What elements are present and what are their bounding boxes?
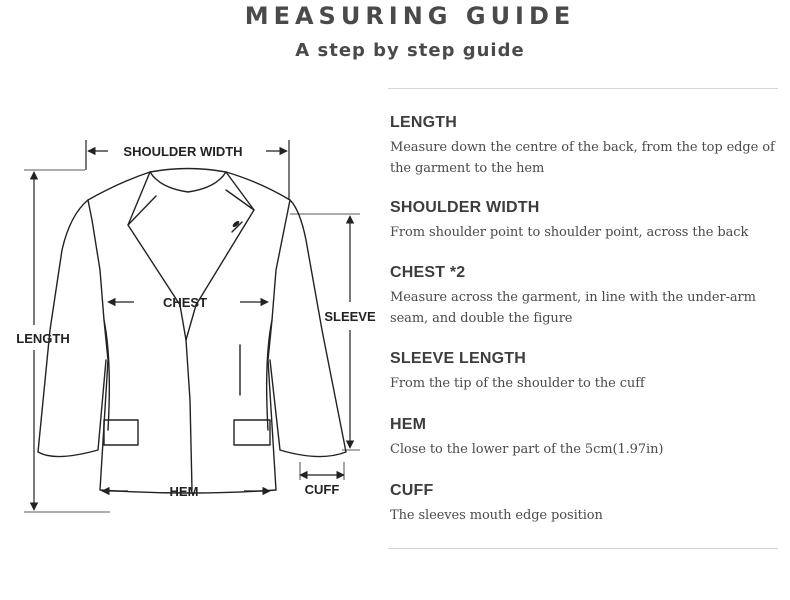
- chest-label: CHEST: [162, 295, 208, 310]
- right-lapel-outline: [196, 172, 254, 305]
- definition-shoulder-width: [390, 197, 785, 243]
- definition-chest: [390, 262, 785, 329]
- sleeve-label: SLEEVE: [324, 309, 376, 324]
- length-label: LENGTH: [16, 331, 70, 346]
- definition-description: Measure across the garment, in line with the under-arm seam, and double the figure: [390, 290, 756, 326]
- definition-title: LENGTH: [390, 114, 457, 131]
- divider-bottom: [388, 548, 778, 549]
- right-sleeve-outline: [270, 200, 346, 457]
- definition-title: CHEST *2: [390, 264, 466, 281]
- definition-length: [390, 112, 785, 179]
- divider-top: [388, 88, 778, 89]
- definition-title: HEM: [390, 416, 427, 433]
- left-pocket: [104, 420, 138, 445]
- definition-description: From the tip of the shoulder to the cuff: [390, 376, 645, 391]
- definition-description: From shoulder point to shoulder point, across the back: [390, 225, 749, 240]
- left-sleeve-outline: [38, 200, 106, 457]
- page-subtitle: A step by step guide: [295, 40, 525, 61]
- definition-title: SLEEVE LENGTH: [390, 350, 526, 367]
- left-lapel-outline: [128, 172, 180, 305]
- definition-sleeve-length: [390, 348, 785, 394]
- cuff-label: CUFF: [304, 482, 340, 497]
- definition-hem: [390, 414, 785, 460]
- definition-title: SHOULDER WIDTH: [390, 199, 540, 216]
- shoulder-width-label: SHOULDER WIDTH: [123, 144, 243, 159]
- definition-cuff: [390, 480, 785, 526]
- collar-outline: [150, 172, 226, 192]
- definition-description: The sleeves mouth edge position: [390, 508, 603, 523]
- definition-description: Measure down the centre of the back, from the top edge of the garment to the hem: [390, 140, 775, 176]
- definition-title: CUFF: [390, 482, 434, 499]
- jacket-measurement-diagram: [0, 130, 385, 530]
- definition-description: Close to the lower part of the 5cm(1.97in): [390, 442, 664, 457]
- page-title: MEASURING GUIDE: [244, 2, 576, 30]
- right-pocket: [234, 420, 270, 445]
- hem-label: HEM: [169, 484, 199, 499]
